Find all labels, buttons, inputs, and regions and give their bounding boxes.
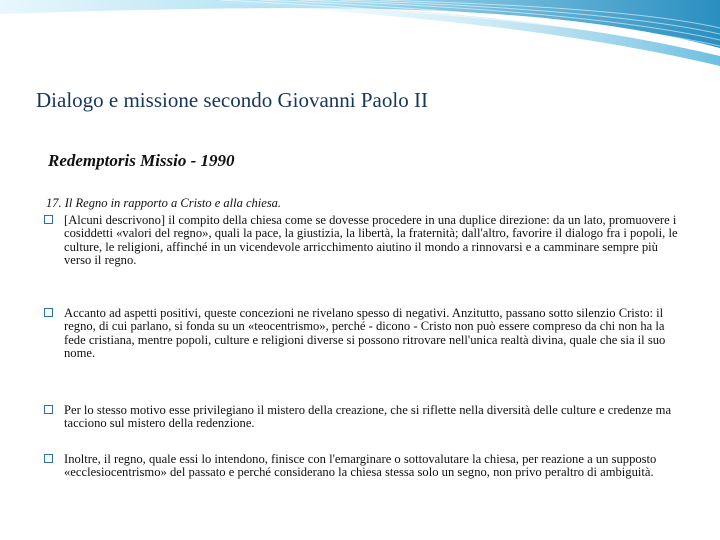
- bullet-item: [44, 214, 680, 267]
- bullet-square-icon: [44, 215, 53, 224]
- bullet-item: [44, 453, 680, 480]
- bullet-text: Inoltre, il regno, quale essi lo intendono, finisce con l'emarginare o sottovalutare la chiesa, per reazione a un supposto «ecclesiocentrismo» del passato e perché considerano la chiesa stessa solo un segno, non privo peraltro di ambiguità.: [64, 452, 657, 480]
- bullet-square-icon: [44, 454, 53, 463]
- slide-title: Dialogo e missione secondo Giovanni Paolo II: [36, 88, 428, 112]
- slide-subtitle: Redemptoris Missio - 1990: [48, 151, 235, 170]
- bullet-item: [44, 404, 680, 431]
- bullet-square-icon: [44, 308, 53, 317]
- bullet-item: [44, 307, 680, 360]
- bullet-text: Per lo stesso motivo esse privilegiano il mistero della creazione, che si riflette nella diversità delle culture e credenze ma tacciono sul mistero della redenzione.: [64, 403, 672, 431]
- bullet-square-icon: [44, 405, 53, 414]
- bullet-text: Accanto ad aspetti positivi, queste concezioni ne rivelano spesso di negativi. Anzitutto, passano sotto silenzio Cristo: il regno, di cui parlano, si fonda su un «teocentrismo», perché - dicono - Cristo non può essere compreso da chi non ha la fede cristiana, mentre popoli, culture e religioni diverse si possono ritrovare nell'unica realtà divina, quale che sia il suo nome.: [64, 306, 666, 360]
- bullet-text: [Alcuni descrivono] il compito della chiesa come se dovesse procedere in una duplice direzione: da un lato, promuovere i cosiddetti «valori del regno», quali la pace, la giustizia, la libertà, la fraternità; dall'altro, favorire il dialogo fra i popoli, le culture, le religioni, affinché in un vicendevole arricchimento aiutino il mondo a rinnovarsi e a camminare sempre più verso il regno.: [64, 213, 678, 267]
- section-heading: 17. Il Regno in rapporto a Cristo e alla chiesa.: [46, 196, 282, 210]
- header-swoosh-decoration: [0, 0, 720, 72]
